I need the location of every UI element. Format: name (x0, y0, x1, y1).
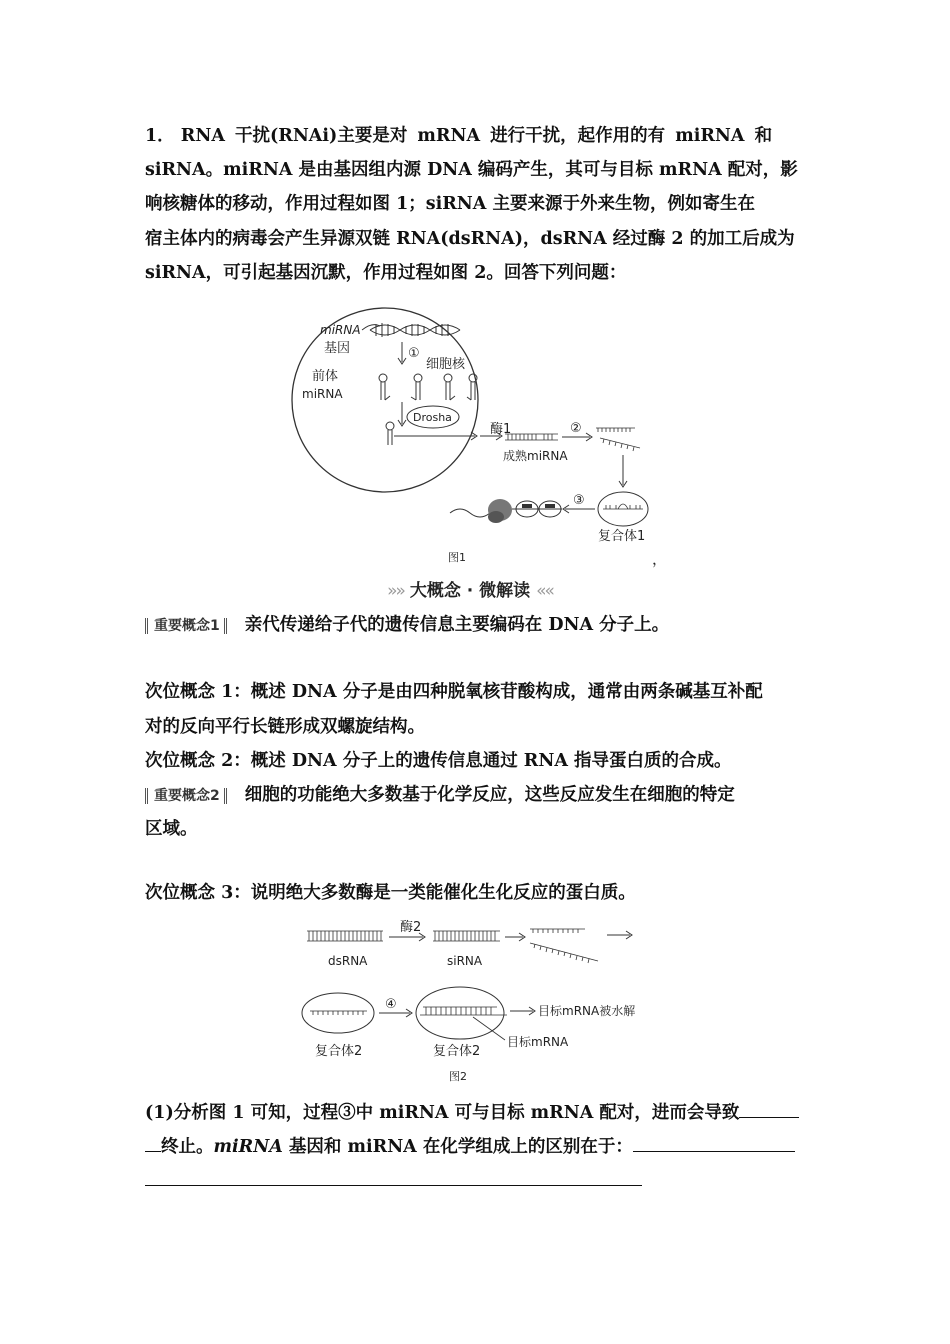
stem-text-1: RNA 干扰(RNAi)主要是对 mRNA 进行干扰，起作用的有 miRNA 和 (180, 126, 773, 146)
question-stem-line-1 (145, 119, 808, 153)
step-1-label: ① (408, 346, 420, 361)
nucleus-label: 细胞核 (426, 357, 466, 372)
concept-2-line (145, 778, 808, 812)
precursor-label-1: 前体 (312, 369, 339, 384)
step-4-label: ④ (385, 997, 397, 1012)
banner-title: 大概念 · 微解读 (409, 581, 531, 601)
dsrna-label: dsRNA (328, 954, 368, 968)
subquestion-1-text-2a: 终止。 (161, 1137, 214, 1157)
sub-concept-1-line-1: 次位概念 1：概述 DNA 分子是由四种脱氧核苷酸构成，通常由两条碱基互补配 (145, 682, 763, 702)
concept-1-text: 亲代传递给子代的遗传信息主要编码在 DNA 分子上。 (244, 615, 670, 635)
target-mrna-label: 目标mRNA (507, 1035, 569, 1049)
concept-2-line-2: 区域。 (145, 819, 198, 839)
figure-1-comma: ， (652, 550, 668, 568)
precursor-hairpins (379, 374, 477, 400)
figure-1-caption: 图1 (448, 551, 466, 564)
subquestion-1-gene-italic: miRNA (213, 1137, 283, 1157)
drosha-label: Drosha (413, 411, 452, 424)
complex-1-label: 复合体1 (598, 529, 646, 544)
concept-banner (340, 576, 600, 601)
figure-2-caption: 图2 (449, 1070, 467, 1083)
hydrolyzed-label: 目标mRNA被水解 (538, 1004, 636, 1018)
question-stem-line-4: 宿主体内的病毒会产生异源双链 RNA(dsRNA)，dsRNA 经过酶 2 的加工后成为 (145, 229, 795, 249)
concept-2-tag: 重要概念2 (145, 788, 227, 804)
complex-2-label-b: 复合体2 (433, 1044, 481, 1059)
sub-concept-2-line: 次位概念 2：概述 DNA 分子上的遗传信息通过 RNA 指导蛋白质的合成。 (145, 751, 732, 771)
complex-2-label-a: 复合体2 (315, 1044, 363, 1059)
banner-right-chevrons: «« (536, 581, 553, 601)
subquestion-1-line-3 (145, 1163, 808, 1198)
subquestion-1-line-2 (145, 1129, 808, 1164)
gene-label-italic: miRNA (320, 323, 361, 337)
precursor-label-2: miRNA (302, 387, 343, 401)
subquestion-1-text-1: (1)分析图 1 可知，过程③中 miRNA 可与目标 mRNA 配对，进而会导致 (145, 1103, 740, 1123)
answer-blank-1a[interactable] (739, 1095, 799, 1118)
question-stem-line-3: 响核糖体的移动，作用过程如图 1；siRNA 主要来源于外来生物，例如寄生在 (145, 194, 755, 214)
dsrna-icon (307, 931, 383, 941)
question-stem-line-2: siRNA。miRNA 是由基因组内源 DNA 编码产生，其可与目标 mRNA 配对，影 (145, 160, 798, 180)
step-2-label: ② (570, 421, 582, 436)
question-stem-line-5: siRNA，可引起基因沉默，作用过程如图 2。回答下列问题： (145, 263, 627, 283)
single-strand-icon (596, 428, 640, 451)
concept-1-tag: 重要概念1 (145, 618, 227, 634)
figure-1 (290, 300, 680, 580)
ribosome-icon (450, 499, 562, 523)
subquestion-1-line-1 (145, 1095, 808, 1130)
step-3-label: ③ (573, 493, 585, 508)
sub-concept-1-line-2: 对的反向平行长链形成双螺旋结构。 (145, 717, 425, 737)
subquestion-1-text-2b: 基因和 miRNA 在化学组成上的区别在于： (282, 1137, 633, 1157)
enzyme-2-label: 酶2 (400, 920, 422, 935)
concept-1-line (145, 608, 808, 642)
question-number: 1． (145, 126, 175, 146)
sub-concept-3-line: 次位概念 3：说明绝大多数酶是一类能催化生化反应的蛋白质。 (145, 883, 636, 903)
answer-blank-2a[interactable] (633, 1129, 795, 1152)
banner-left-chevrons: »» (387, 581, 404, 601)
figure-2 (295, 915, 675, 1090)
sirna-icon (433, 931, 500, 941)
concept-2-text: 细胞的功能绝大多数基于化学反应，这些反应发生在细胞的特定 (244, 785, 735, 805)
enzyme-1-label: 酶1 (490, 422, 512, 437)
sirna-label: siRNA (447, 954, 483, 968)
mature-mirna-label: 成熟miRNA (503, 449, 568, 463)
mature-mirna-icon (505, 434, 558, 440)
gene-label: 基因 (324, 341, 351, 356)
answer-blank-2b[interactable] (145, 1163, 642, 1186)
answer-blank-1b[interactable] (145, 1129, 161, 1152)
